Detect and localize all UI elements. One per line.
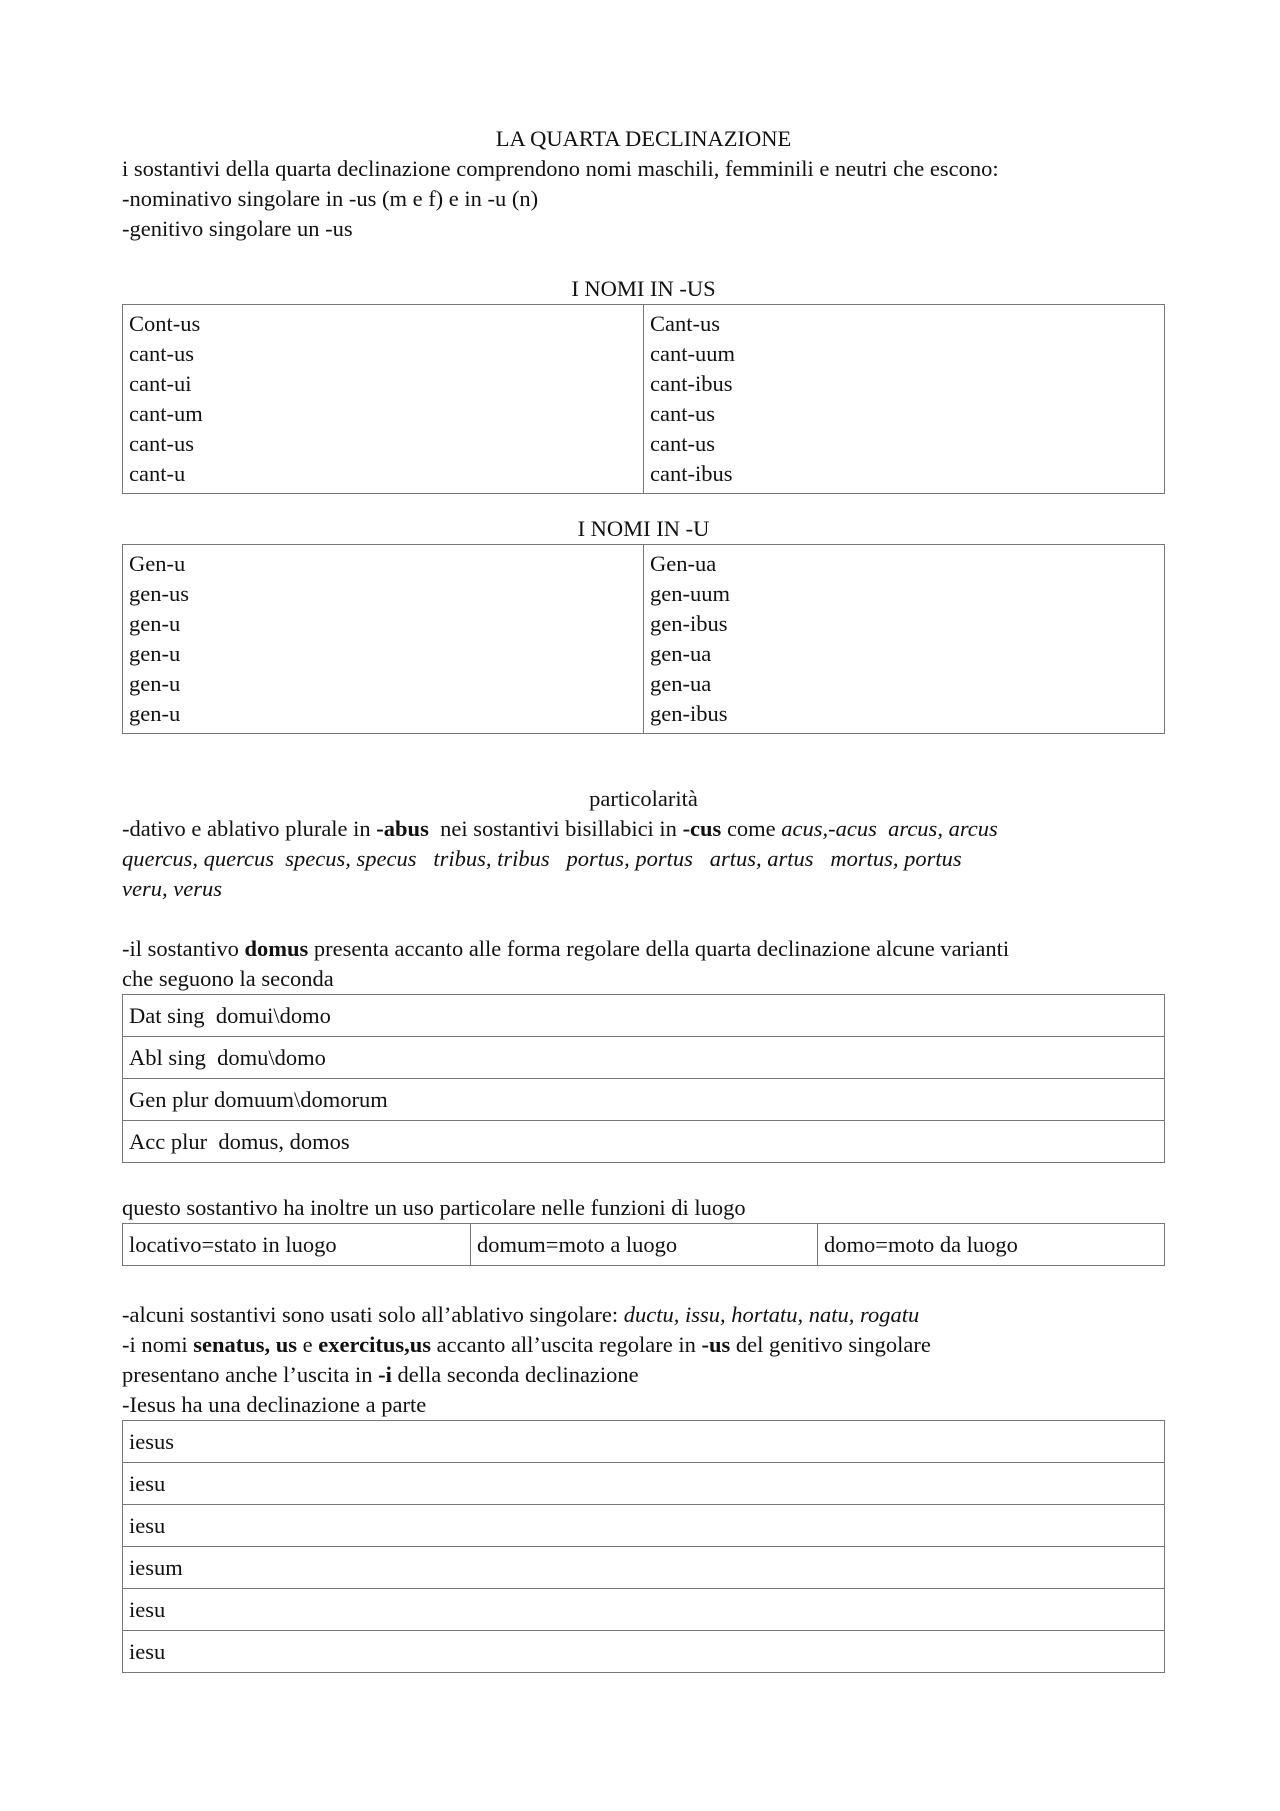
iesus-form-cell: iesu [123,1463,1165,1505]
ablativo-examples: ductu, issu, hortatu, natu, rogatu [623,1302,920,1327]
dativo-examples-line-3 [122,874,1165,904]
form: Cant-us [650,311,720,336]
dativo-mid: nei sostantivi bisillabici in [428,816,683,841]
exercitus-word: exercitus,us [318,1332,431,1357]
senatus-prefix: -i nomi [122,1332,194,1357]
domus-form-cell: Abl sing domu\domo [123,1037,1165,1079]
form: gen-u [129,701,181,726]
ablativo-prefix: -alcuni sostantivi sono usati solo all’ablativo singolare: [122,1302,624,1327]
domus-form-cell: Gen plur domuum\domorum [123,1079,1165,1121]
form: gen-ibus [650,701,728,726]
form: cant-us [650,431,715,456]
iesus-forms-table [122,1420,1165,1673]
senatus-line2-prefix: presentano anche l’uscita in [122,1362,379,1387]
senatus-mid: accanto all’uscita regolare in [431,1332,702,1357]
domus-form-cell: Acc plur domus, domos [123,1121,1165,1163]
form: gen-u [129,671,181,696]
form: gen-u [129,611,181,636]
form: cant-u [129,461,186,486]
nomi-us-heading: I NOMI IN -US [571,276,716,301]
dativo-examples-3: veru, verus [122,876,222,901]
senatus-suffix: del genitivo singolare [730,1332,931,1357]
domus-suffix: presenta accanto alle forma regolare della quarta declinazione alcune varianti [308,936,1010,961]
form: cant-us [650,401,715,426]
iesus-form-cell: iesus [123,1421,1165,1463]
dativo-examples-line-2 [122,844,1165,874]
form: gen-ua [650,641,712,666]
form: gen-u [129,641,181,666]
dativo-come: come [721,816,782,841]
iesus-paragraph: -Iesus ha una declinazione a parte [122,1392,427,1417]
dativo-prefix: -dativo e ablativo plurale in [122,816,377,841]
senatus-word: senatus, us [193,1332,298,1357]
page-title: LA QUARTA DECLINAZIONE [495,126,792,151]
form: Gen-ua [650,551,717,576]
intro-line-1: i sostantivi della quarta declinazione comprendono nomi maschili, femminili e neutri che escono: [122,156,999,181]
form: gen-ua [650,671,712,696]
intro-line-2: -nominativo singolare in -us (m e f) e in -u (n) [122,186,539,211]
nomi-u-heading: I NOMI IN -U [577,516,710,541]
form: Cont-us [129,311,201,336]
form: cant-ui [129,371,192,396]
domus-forms-table [122,994,1165,1163]
form: cant-ibus [650,461,733,486]
cus-ending: -cus [682,816,722,841]
form: cant-uum [650,341,735,366]
form: gen-us [129,581,189,606]
luogo-cell: domo=moto da luogo [818,1224,1165,1266]
nomi-u-plural-cell [644,545,1165,734]
form: cant-um [129,401,203,426]
form: gen-ibus [650,611,728,636]
nomi-us-singular-cell [123,305,644,494]
nomi-us-table [122,304,1165,494]
i-ending: -i [378,1362,392,1387]
nomi-u-singular-cell [123,545,644,734]
iesus-form-cell: iesu [123,1589,1165,1631]
ablativo-paragraph [122,1300,1165,1330]
senatus-line2-suffix: della seconda declinazione [391,1362,639,1387]
form: cant-ibus [650,371,733,396]
domus-line-2: che seguono la seconda [122,966,334,991]
iesus-form-cell: iesu [123,1505,1165,1547]
particolarita-heading: particolarità [589,786,698,811]
nomi-u-table [122,544,1165,734]
luogo-cell: locativo=stato in luogo [123,1224,471,1266]
nomi-us-plural-cell [644,305,1165,494]
form: gen-uum [650,581,730,606]
form: cant-us [129,341,194,366]
luogo-table [122,1223,1165,1266]
document-page [122,124,1165,1673]
intro-line-3: -genitivo singolare un -us [122,216,353,241]
senatus-line-2 [122,1360,1165,1390]
domus-prefix: -il sostantivo [122,936,245,961]
dativo-examples-2: quercus, quercus specus, specus tribus, tribus portus, portus artus, artus mortus, portus [122,846,962,871]
us-ending: -us [701,1332,731,1357]
domus-paragraph [122,934,1165,964]
luogo-paragraph: questo sostantivo ha inoltre un uso particolare nelle funzioni di luogo [122,1195,746,1220]
dativo-examples-1: acus,-acus arcus, arcus [781,816,998,841]
iesus-form-cell: iesu [123,1631,1165,1673]
luogo-cell: domum=moto a luogo [471,1224,818,1266]
abus-ending: -abus [376,816,429,841]
form: cant-us [129,431,194,456]
form: Gen-u [129,551,186,576]
senatus-and: e [297,1332,319,1357]
dativo-paragraph [122,814,1165,844]
domus-form-cell: Dat sing domui\domo [123,995,1165,1037]
iesus-form-cell: iesum [123,1547,1165,1589]
domus-word: domus [244,936,309,961]
senatus-paragraph [122,1330,1165,1360]
